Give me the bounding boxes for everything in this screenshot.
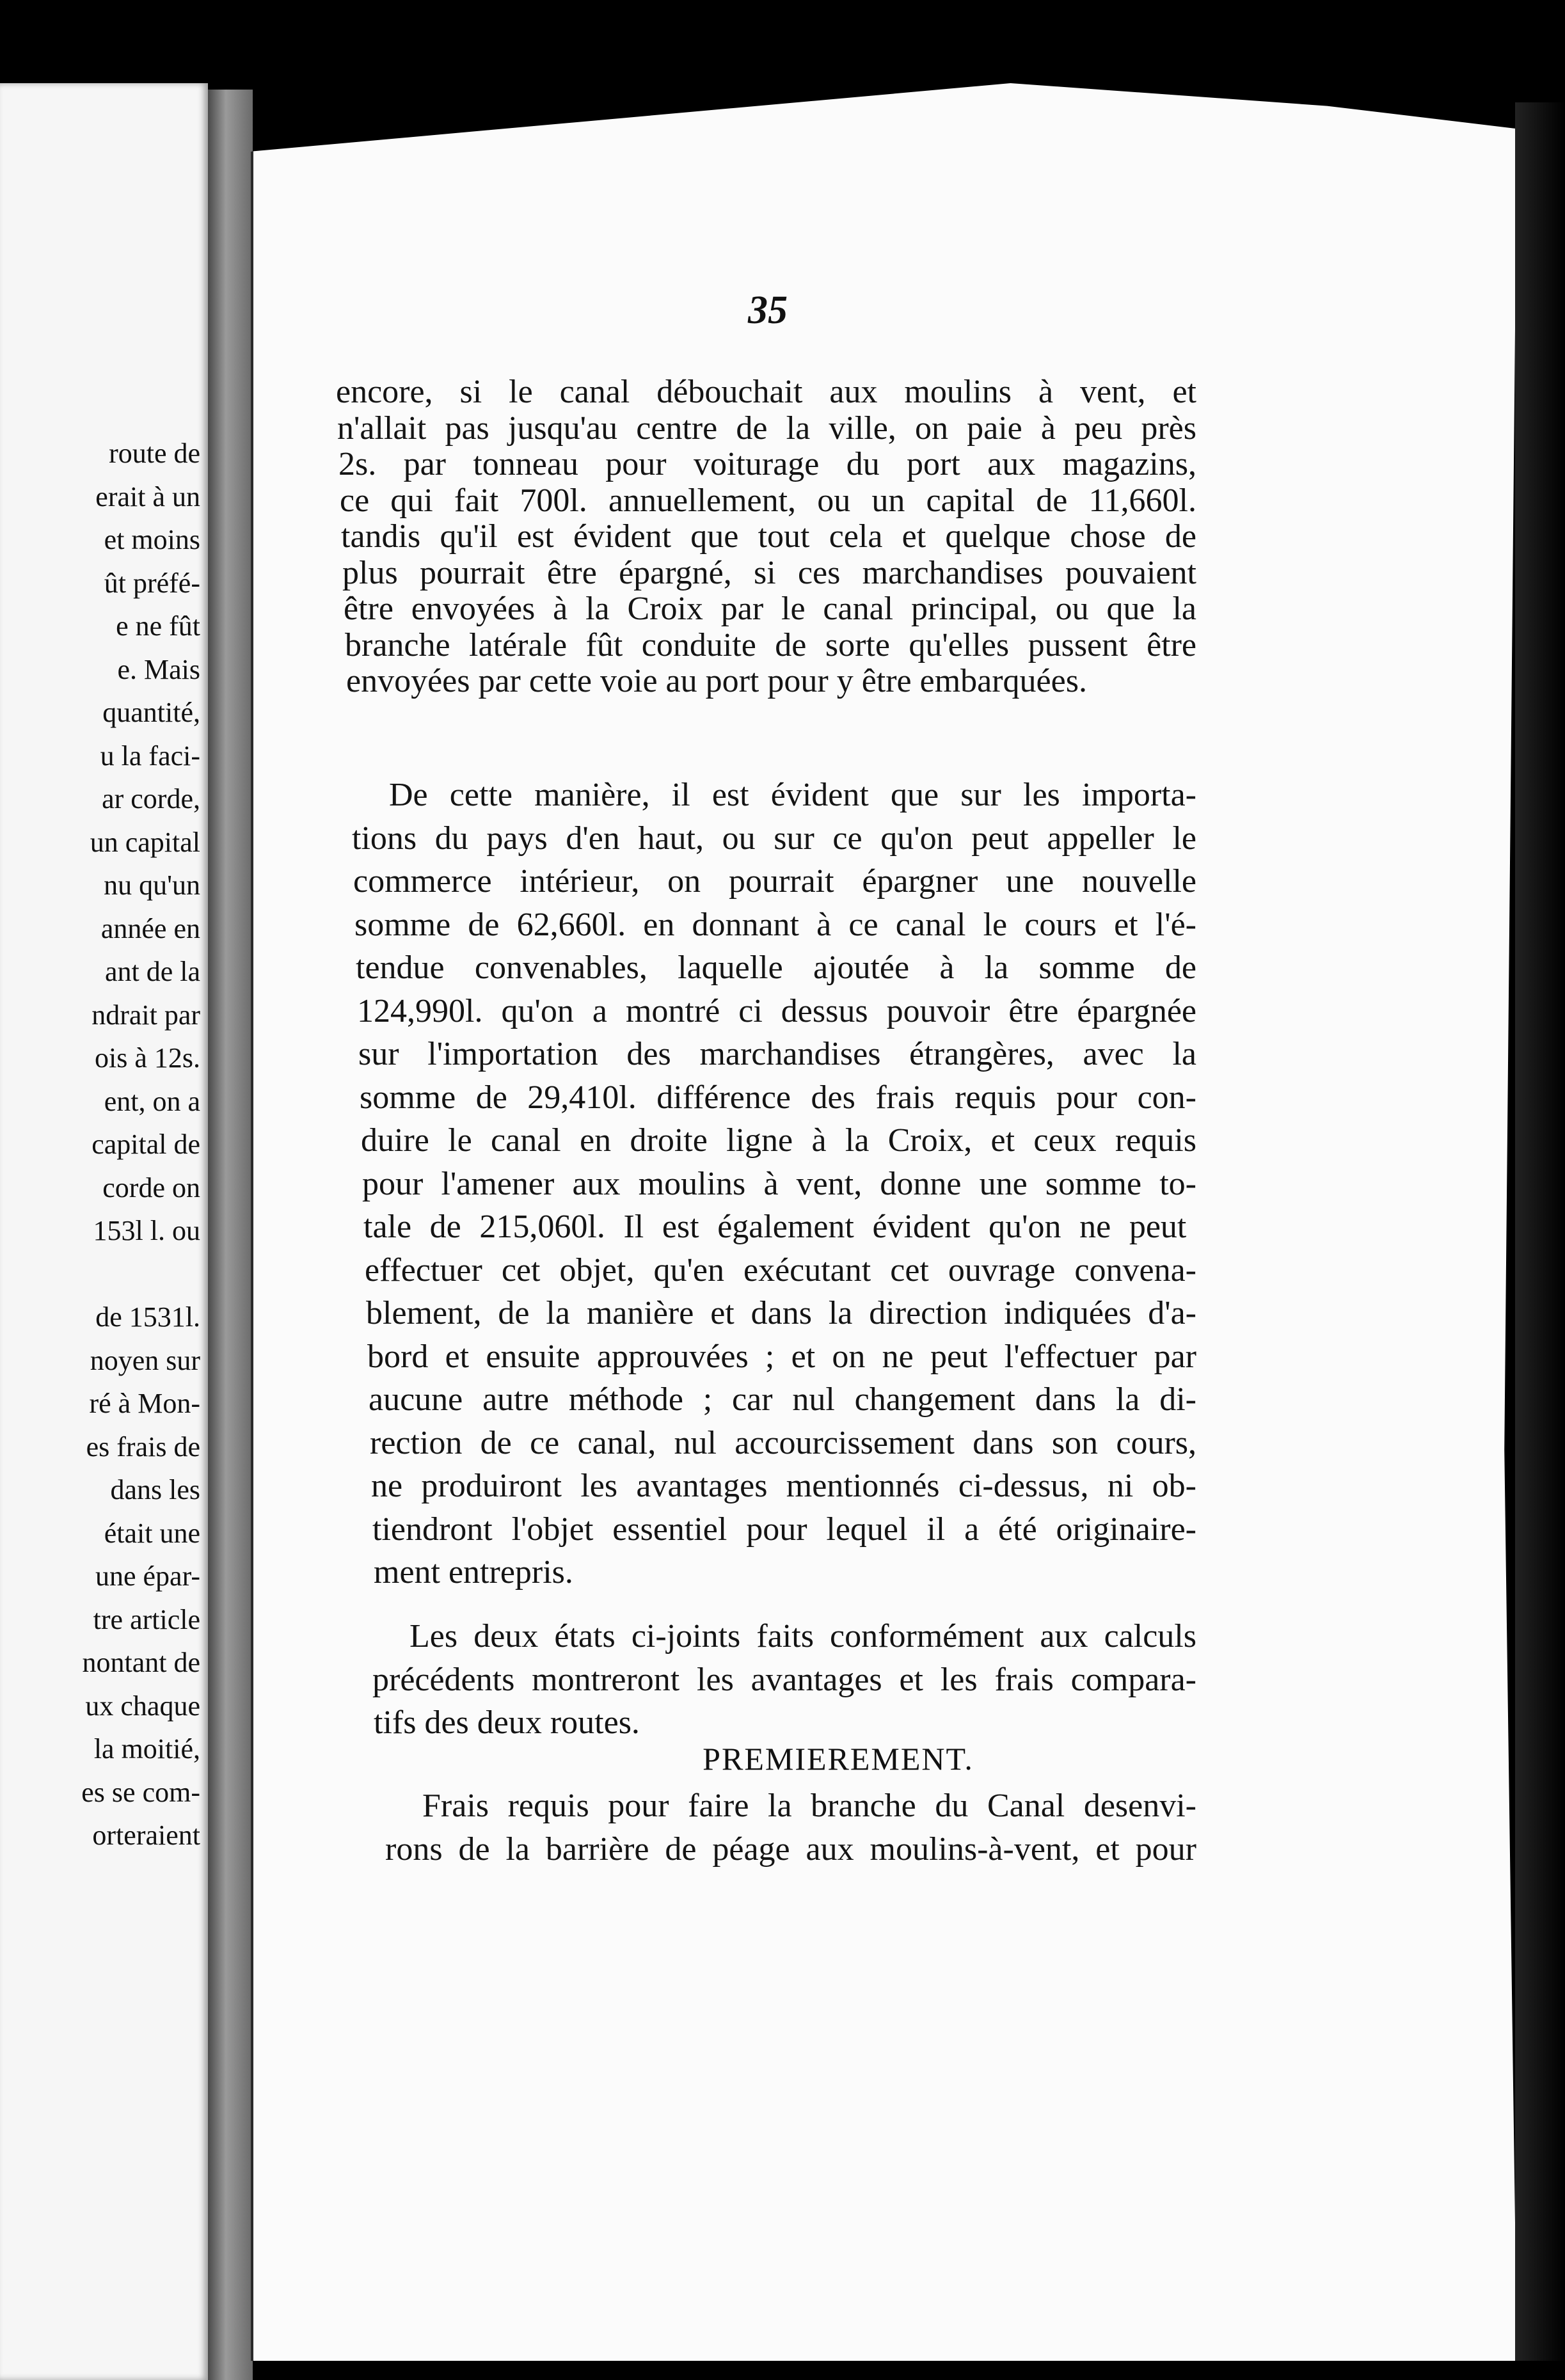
text-line: tandis qu'il est évident que tout cela et quelque chose de <box>341 518 1196 555</box>
facing-page-line: de 1531l. <box>95 1301 200 1333</box>
text-line: bord et ensuite approuvées ; et on ne peut l'effectuer par <box>367 1338 1196 1375</box>
facing-page-line: ois à 12s. <box>95 1042 200 1074</box>
text-line: Frais requis pour faire la branche du Canal desenvi- <box>422 1788 1196 1824</box>
facing-page-line: ndrait par <box>91 999 200 1031</box>
text-line: ce qui fait 700l. annuellement, ou un capital de 11,660l. <box>340 482 1196 519</box>
text-line: pour l'amener aux moulins à vent, donne une somme to- <box>362 1165 1196 1202</box>
text-line: commerce intérieur, on pourrait épargner une nouvelle <box>353 863 1196 900</box>
text-line: tiendront l'objet essentiel pour lequel il a été originaire- <box>372 1511 1196 1548</box>
text-line: rons de la barrière de péage aux moulins-à-vent, et pour <box>385 1830 1196 1868</box>
text-line: 124,990l. qu'on a montré ci dessus pouvoir être épargnée <box>357 992 1196 1029</box>
facing-page-line: tre article <box>93 1603 200 1635</box>
text-line: 2s. par tonneau pour voiturage du port aux magazins, <box>338 446 1196 482</box>
text-line: ne produiront les avantages mentionnés ci-dessus, ni ob- <box>371 1468 1196 1504</box>
facing-page-line: ent, on a <box>104 1085 200 1117</box>
facing-page-line: u la faci- <box>100 740 200 772</box>
text-line: tifs des deux routes. <box>374 1704 640 1741</box>
text-line: plus pourrait être épargné, si ces marchandises pouvaient <box>342 554 1196 591</box>
facing-page-line: route de <box>109 438 200 469</box>
text-line: précédents montreront les avantages et les frais compara- <box>372 1661 1196 1698</box>
text-line: De cette manière, il est évident que sur les importa- <box>389 777 1196 813</box>
facing-page-line: ar corde, <box>102 783 200 814</box>
facing-page-line: noyen sur <box>90 1344 200 1376</box>
text-line: blement, de la manière et dans la direction indiquées d'a- <box>366 1295 1196 1331</box>
text-line: Les deux états ci-joints faits conformément aux calculs <box>409 1618 1196 1654</box>
facing-page-line: e ne fût <box>116 610 200 642</box>
facing-page-line: ré à Mon- <box>89 1388 200 1419</box>
section-heading: PREMIEREMENT. <box>703 1741 974 1777</box>
page-edge-shadow <box>1515 102 1565 2361</box>
text-line: somme de 29,410l. différence des frais requis pour con- <box>360 1079 1196 1116</box>
facing-page-line: capital de <box>91 1129 200 1160</box>
text-line: branche latérale fût conduite de sorte qu'elles pussent être <box>345 626 1196 663</box>
facing-page-line: corde on <box>102 1171 200 1203</box>
page-number: 35 <box>748 289 788 332</box>
text-line: n'allait pas jusqu'au centre de la ville, on paie à peu près <box>337 409 1196 447</box>
text-line: ment entrepris. <box>374 1554 573 1591</box>
text-line: aucune autre méthode ; car nul changement dans la di- <box>369 1381 1196 1418</box>
text-line: tale de 215,060l. Il est également évident qu'on ne peut <box>363 1209 1187 1245</box>
facing-page-line: nu qu'un <box>104 869 200 901</box>
facing-page-line: année en <box>100 912 200 944</box>
facing-page-line: ant de la <box>104 956 200 987</box>
facing-page-line: quantité, <box>102 697 200 728</box>
text-line: tions du pays d'en haut, ou sur ce qu'on peut appeller le <box>352 820 1196 857</box>
facing-page-line: un capital <box>90 826 200 858</box>
facing-page-line: 153l l. ou <box>93 1215 200 1246</box>
facing-page-line: dans les <box>110 1474 200 1505</box>
book-gutter <box>208 90 253 2380</box>
facing-page-line: la moitié, <box>93 1733 200 1765</box>
text-line: rection de ce canal, nul accourcissement dans son cours, <box>370 1424 1196 1461</box>
facing-page-line: es se com- <box>81 1776 200 1808</box>
text-line: duire le canal en droite ligne à la Croix, et ceux requis <box>361 1122 1196 1159</box>
text-line: encore, si le canal débouchait aux moulins à vent, et <box>336 374 1196 410</box>
text-line: somme de 62,660l. en donnant à ce canal le cours et l'é- <box>354 906 1196 943</box>
facing-page-line: ux chaque <box>85 1690 200 1722</box>
text-line: effectuer cet objet, qu'en exécutant cet ouvrage convena- <box>365 1251 1196 1289</box>
facing-page-line: était une <box>104 1517 200 1549</box>
text-line: tendue convenables, laquelle ajoutée à la somme de <box>356 949 1196 986</box>
facing-page-line: orteraient <box>92 1820 200 1851</box>
facing-page-line: une épar- <box>95 1560 200 1592</box>
facing-page-line: e. Mais <box>117 653 200 685</box>
facing-page-line: nontant de <box>82 1647 200 1678</box>
text-line: envoyées par cette voie au port pour y être embarquées. <box>346 663 1087 699</box>
text-line: être envoyées à la Croix par le canal principal, ou que la <box>344 591 1196 627</box>
facing-page-line: ût préfé- <box>104 567 200 599</box>
facing-page-line: erait à un <box>95 480 200 512</box>
text-line: sur l'importation des marchandises étrangères, avec la <box>358 1036 1196 1072</box>
facing-page-line: et moins <box>104 524 200 555</box>
facing-page-line: es frais de <box>86 1431 200 1463</box>
